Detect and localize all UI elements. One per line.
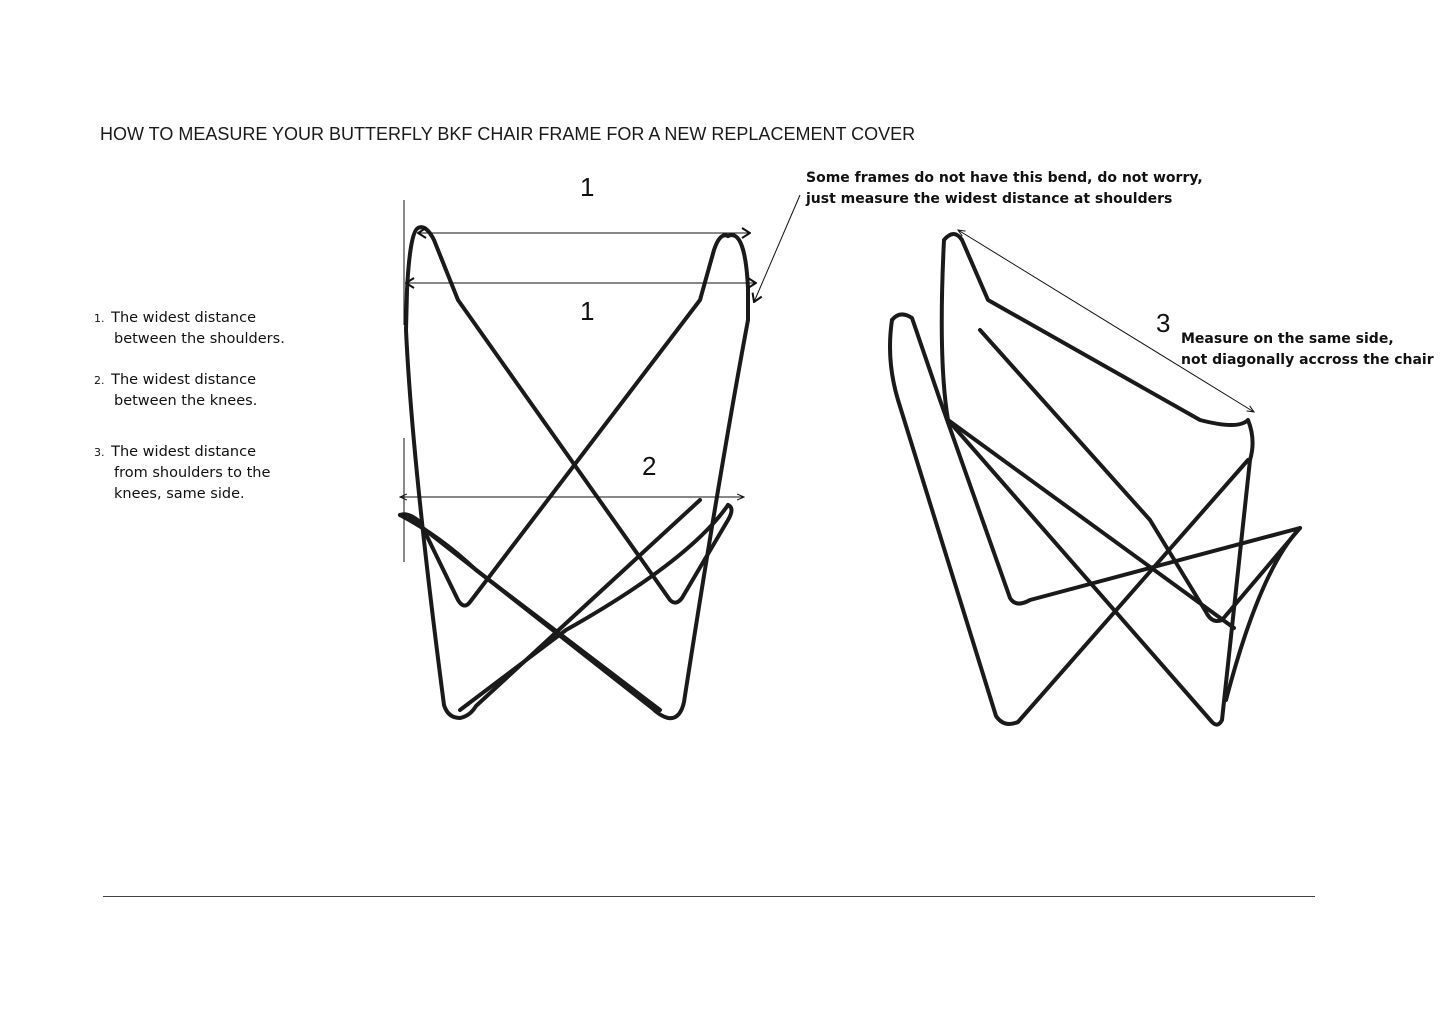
same-side-note-line: Measure on the same side, bbox=[1181, 331, 1394, 347]
legend-text: The widest distance bbox=[111, 444, 256, 460]
measure-label-shoulders-top: 1 bbox=[580, 172, 595, 202]
same-side-arrow bbox=[958, 230, 1254, 412]
measure-label-knees: 2 bbox=[642, 451, 657, 481]
legend-number: 1. bbox=[94, 312, 105, 325]
legend-text: knees, same side. bbox=[114, 486, 245, 502]
measure-label-shoulders-bend: 1 bbox=[580, 296, 595, 326]
legend-text: from shoulders to the bbox=[114, 465, 271, 481]
page-title: HOW TO MEASURE YOUR BUTTERFLY BKF CHAIR FRAME FOR A NEW REPLACEMENT COVER bbox=[100, 124, 916, 144]
legend-number: 2. bbox=[94, 374, 105, 387]
side-measure-arrows bbox=[958, 230, 1254, 412]
measure-label-same-side: 3 bbox=[1156, 308, 1171, 338]
legend-text: between the shoulders. bbox=[114, 331, 285, 347]
side-knee-bar bbox=[1226, 528, 1300, 700]
front-left-shoulder-cross bbox=[418, 227, 732, 602]
footer-rule bbox=[103, 896, 1315, 897]
bend-pointer bbox=[754, 195, 800, 302]
same-side-note-line: not diagonally accross the chair bbox=[1181, 352, 1434, 368]
legend-text: The widest distance bbox=[111, 310, 256, 326]
legend-text: between the knees. bbox=[114, 393, 258, 409]
front-right-leg bbox=[410, 235, 748, 718]
legend-text: The widest distance bbox=[111, 372, 256, 388]
side-chair-frame bbox=[890, 234, 1300, 725]
front-measure-arrows bbox=[400, 195, 800, 562]
bend-note-line: just measure the widest distance at shoulders bbox=[806, 191, 1173, 207]
legend-number: 3. bbox=[94, 446, 105, 459]
front-left-leg bbox=[406, 228, 700, 718]
bend-note-line: Some frames do not have this bend, do not worry, bbox=[806, 170, 1203, 186]
side-back-loop bbox=[942, 234, 1253, 725]
front-chair-frame bbox=[400, 227, 748, 718]
